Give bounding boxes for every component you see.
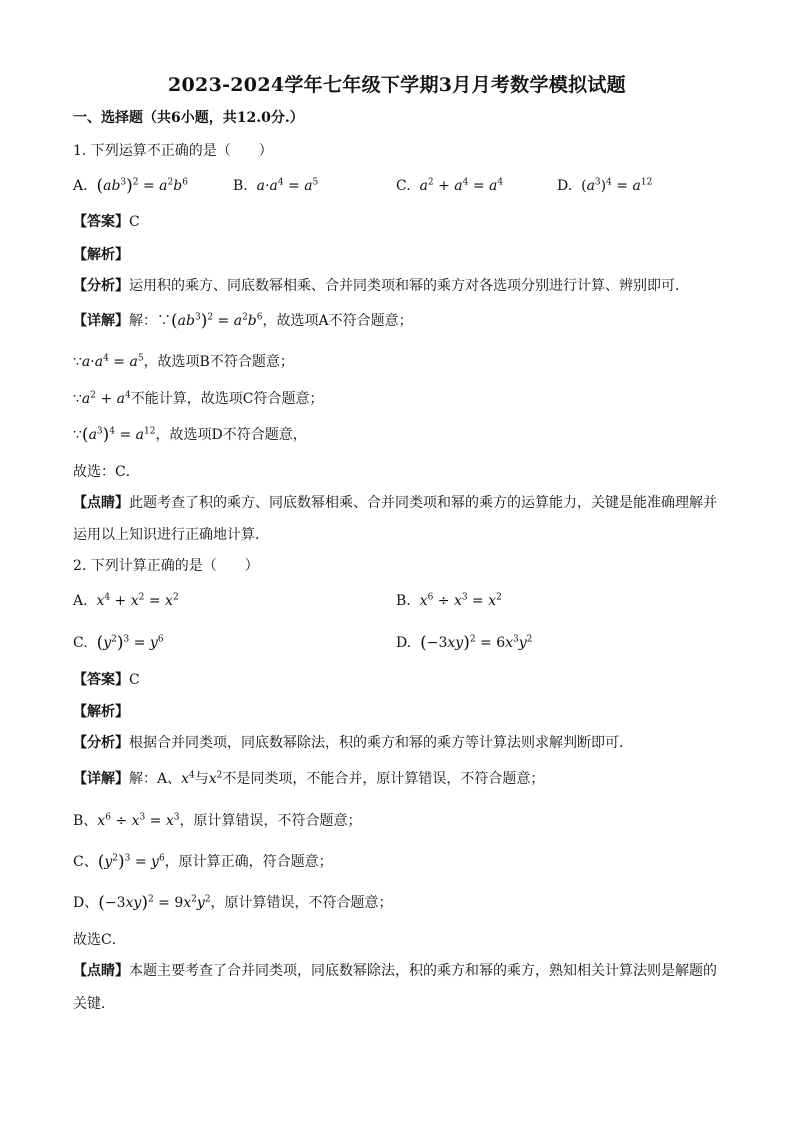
q2-answer-value: C [129, 672, 140, 688]
q1-fenxi-text: 运用积的乘方、同底数幂相乘、合并同类项和幂的乘方对各选项分别进行计算、辨别即可． [129, 278, 689, 294]
q2-option-b [396, 590, 502, 612]
q2-step-a-term2: $x^2$ [208, 770, 223, 787]
q1-dianjing-line-2: 运用以上知识进行正确地计算． [73, 527, 269, 543]
q2-step-d [73, 893, 393, 913]
q2-option-c-formula: $(y^2)^3 = y^6$ [96, 633, 164, 653]
q2-step-b-prefix: B、 [73, 813, 98, 829]
q2-fenxi [73, 733, 633, 753]
q2-step-a-mid: 与 [194, 771, 209, 787]
q2-option-b-formula: $x^6 \div x^3 = x^2$ [415, 592, 502, 609]
q1-fenxi-tag: 【分析】 [73, 278, 129, 294]
q1-option-a [73, 175, 188, 197]
q2-stem: 2. 下列计算正确的是（ ） [73, 558, 259, 574]
q2-step-c-prefix: C、 [73, 854, 98, 870]
q1-option-c-formula: $a^2 + a^4 = a^4$ [415, 177, 504, 194]
q2-step-b-formula: $x^6 \div x^3 = x^3$ [97, 812, 180, 829]
q1-step-c [73, 389, 323, 409]
q2-option-d-label: D. [396, 635, 412, 651]
q1-step-a [73, 311, 413, 331]
q2-dianjing-line-2: 关键． [73, 996, 115, 1012]
q1-option-b-formula: $a\cdot a^4 = a^5$ [252, 177, 319, 194]
q1-option-b [233, 175, 318, 197]
q2-step-b-suffix: ，原计算错误，不符合题意； [179, 813, 362, 829]
q2-option-c-label: C. [73, 635, 88, 651]
q1-answer-tag: 【答案】 [73, 214, 129, 230]
q1-dianjing-text-1: 此题考查了积的乘方、同底数幂相乘、合并同类项和幂的乘方的运算能力，关键是能准确理解并 [129, 495, 717, 511]
q1-option-a-formula: $(ab^3)^2 = a^2b^6$ [96, 176, 188, 196]
q2-step-a-prefix: 解：A、 [129, 771, 182, 787]
q1-option-d [557, 175, 652, 197]
because-symbol: ∵ [73, 354, 82, 370]
q2-step-c-formula: $(y^2)^3 = y^6$ [97, 852, 165, 872]
q2-conclusion: 故选C． [73, 932, 126, 948]
q2-step-c-suffix: ，原计算正确，符合题意； [164, 854, 333, 870]
q1-dianjing-tag: 【点睛】 [73, 495, 129, 511]
q1-step-c-formula: $a^2 + a^4$ [81, 390, 131, 407]
q1-step-d-suffix: ，故选项D不符合题意， [155, 427, 307, 443]
q2-step-c [73, 852, 333, 872]
q1-answer [73, 212, 140, 232]
q2-option-a [73, 590, 179, 612]
q1-step-d [73, 425, 307, 445]
q2-analysis-tag: 【解析】 [73, 704, 129, 720]
q2-step-b [73, 811, 362, 831]
q2-fenxi-tag: 【分析】 [73, 735, 129, 751]
q2-answer-tag: 【答案】 [73, 672, 129, 688]
q2-option-a-formula: $x^4 + x^2 = x^2$ [92, 592, 179, 609]
q1-option-d-formula: $(a^3)^4 = a^{12}$ [581, 177, 653, 194]
q1-conclusion: 故选：C． [73, 464, 140, 480]
q1-option-c [396, 175, 503, 197]
q1-dianjing [73, 493, 717, 513]
q1-analysis-tag: 【解析】 [73, 247, 129, 263]
section-heading: 一、选择题（共6小题，共12.0分.） [73, 110, 304, 126]
q1-fenxi [73, 276, 689, 296]
q1-step-d-formula: $(a^3)^4 = a^{12}$ [81, 425, 156, 445]
q1-step-b-formula: $a\cdot a^4 = a^5$ [81, 353, 144, 370]
q1-option-d-label: D. [557, 178, 573, 194]
q2-step-a-term1: $x^4$ [181, 770, 195, 787]
q1-answer-value: C [129, 214, 140, 230]
q1-step-c-suffix: 不能计算，故选项C符合题意； [130, 391, 324, 407]
q2-step-a-suffix: 不是同类项，不能合并，原计算错误，不符合题意； [222, 771, 545, 787]
q1-step-a-prefix: 解：∵ [129, 313, 171, 329]
q1-step-b [73, 352, 294, 372]
q2-option-d-formula: $(-3xy)^2 = 6x^3y^2$ [420, 633, 533, 653]
q2-option-d [396, 632, 532, 654]
q2-option-b-label: B. [396, 593, 411, 609]
q1-xiangjie-tag: 【详解】 [73, 313, 129, 329]
q1-step-a-suffix: ，故选项A不符合题意； [262, 313, 413, 329]
q2-dianjing [73, 961, 717, 981]
q1-option-b-label: B. [233, 178, 248, 194]
q2-xiangjie-tag: 【详解】 [73, 771, 129, 787]
q2-dianjing-text-1: 本题主要考查了合并同类项，同底数幂除法，积的乘方和幂的乘方，熟知相关计算法则是解题的 [129, 963, 717, 979]
page-title: 2023-2024学年七年级下学期3月月考数学模拟试题 [168, 74, 626, 96]
q1-option-a-label: A. [73, 178, 88, 194]
q2-step-a [73, 769, 544, 789]
q2-answer [73, 670, 140, 690]
q1-step-a-formula: $(ab^3)^2 = a^2b^6$ [171, 311, 263, 331]
because-symbol: ∵ [73, 427, 82, 443]
q1-option-c-label: C. [396, 178, 411, 194]
q2-option-a-label: A. [73, 593, 88, 609]
q2-step-d-prefix: D、 [73, 895, 99, 911]
because-symbol: ∵ [73, 391, 82, 407]
q2-fenxi-text: 根据合并同类项，同底数幂除法，积的乘方和幂的乘方等计算法则求解判断即可． [129, 735, 633, 751]
q1-step-b-suffix: ，故选项B不符合题意； [143, 354, 294, 370]
q1-stem: 1. 下列运算不正确的是（ ） [73, 143, 273, 159]
q2-step-d-suffix: ，原计算错误，不符合题意； [210, 895, 393, 911]
q2-step-d-formula: $(-3xy)^2 = 9x^2y^2$ [98, 893, 211, 913]
q2-dianjing-tag: 【点睛】 [73, 963, 129, 979]
q2-option-c [73, 632, 164, 654]
